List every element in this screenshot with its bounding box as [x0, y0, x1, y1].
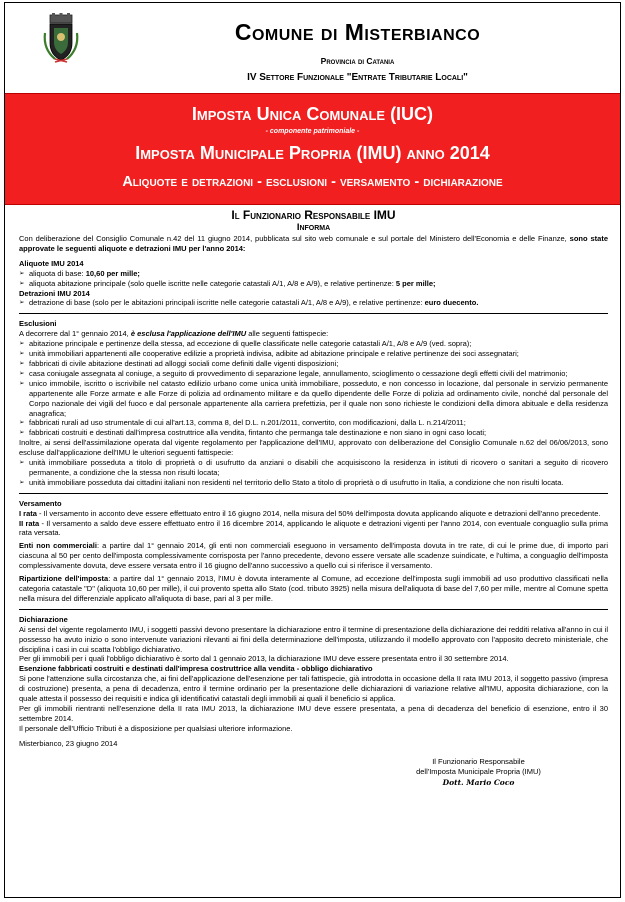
notice-page [4, 2, 621, 898]
banner-line-componente: - componente patrimoniale - [265, 128, 360, 135]
esenzione-title: Esenzione fabbricati costruiti e destinati dall'impresa costruttrice alla vendita - obbligo dichiarativo [19, 664, 373, 674]
page-title: Comune di Misterbianco [234, 19, 481, 45]
esclusioni-intro-rest: alle seguenti fattispecie: [246, 329, 329, 339]
banner-line-topics: Aliquote e detrazioni - esclusioni - versamento - dichiarazione [122, 174, 503, 190]
esclusioni-intro-text: A decorrere dal 1° gennaio 2014, [19, 329, 131, 339]
intro-bold-text: sono state approvate le seguenti aliquote e detrazioni IMU per l'anno 2014: [19, 234, 608, 253]
list-item-bold: euro duecento. [424, 298, 479, 308]
notice-heading: Il Funzionario Responsabile IMU [231, 208, 396, 222]
divider [19, 313, 608, 314]
list-item-text: aliquota di base: [29, 268, 86, 278]
ripartizione-label: Ripartizione dell'imposta [19, 574, 109, 584]
banner-line-iuc: Imposta Unica Comunale (IUC) [191, 104, 434, 124]
dichiarazione-p3: Si pone l'attenzione sulla circostanza che, ai fini dell'applicazione dell'esenzione per tali fattispecie, già introdotta in occasione della II rata IMU 2013, il soggetto passivo (impresa di costruzione) presenta, a pena di decadenza, entro il termine ordinario per la presentazione delle dichiarazioni di variazione relative all'IMU, apposita dichiarazione, con la quale attesta il possesso dei requisiti e indica gli identificativi catastali degli immobili ai quali il beneficio si applica. [19, 674, 608, 704]
detrazioni-list [19, 298, 608, 308]
list-item: ➢ unità immobiliare posseduta a titolo di proprietà o di usufrutto da anziani o disabili che acquisiscono la residenza in istituti di ricovero o sanitari a seguito di ricovero permanente, a condizione che la stessa non risulti locata; [19, 458, 608, 478]
assimilazione-list [19, 458, 608, 488]
detrazioni-title: Detrazioni IMU 2014 [19, 288, 90, 298]
esclusioni-intro-emphasis: è esclusa l'applicazione dell'IMU [130, 329, 247, 339]
list-item: ➢ abitazione principale e pertinenze della stessa, ad eccezione di quelle classificate nelle categorie catastali A/1, A/8 e A/9 (ved. sopra); [19, 339, 608, 349]
province-label: Provincia di Catania [320, 56, 395, 66]
signature-role-detail: dell'Imposta Municipale Propria (IMU) [416, 767, 541, 777]
list-item: ➢ unità immobiliari appartenenti alle cooperative edilizie a proprietà indivisa, adibite ad abitazione principale e relative pertinenze dei soci assegnatari; [19, 349, 608, 359]
dichiarazione-p2: Per gli immobili per i quali l'obbligo dichiarativo è sorto dal 1 gennaio 2013, la dichiarazione IMU deve essere presentata entro il 30 settembre 2014. [19, 654, 509, 664]
intro-text: Con deliberazione del Consiglio Comunale n.42 del 11 giugno 2014, pubblicata sul sito web comunale e sul portale del Ministero dell'Economia e delle Finanze, [19, 234, 570, 243]
list-item: ➢ fabbricati costruiti e destinati dall'impresa costruttrice alla vendita, fintanto che permanga tale destinazione e non siano in ogni caso locati; [19, 428, 608, 438]
ripartizione-text: : a partire dal 1° gennaio 2013, l'IMU è dovuta interamente al Comune, ad eccezione dell'imposta sugli immobili ad uso produttivo classificati nella categoria catastale "D" (aliquota 10,60 per mille), il cui provento spetta allo Stato (cod. tributo 3925) nella misura dell'aliquota di base del 7,60 per mille, mentre al Comune spetta nella misura del differenziale applicato all'aliquota di base, pari al 3 per mille. [19, 574, 608, 603]
signature-block [349, 757, 608, 789]
rata1-label: I rata [19, 508, 37, 518]
list-item: ➢ fabbricati di civile abitazione destinati ad alloggi sociali come definiti dalle vigenti disposizioni; [19, 359, 608, 369]
dichiarazione-p1: Ai sensi del vigente regolamento IMU, i soggetti passivi devono presentare la dichiarazione entro il termine di presentazione della dichiarazione dei redditi relativa all'anno in cui il possesso ha avuto inizio o sono intervenute variazioni rilevanti ai fini della determinazione dell'imposta, utilizzando il modello approvato con l'apposito decreto ministeriale, che disciplina i casi in cui scatta l'obbligo dichiarativo. [19, 624, 608, 654]
intro-paragraph [19, 234, 608, 254]
place-date: Misterbianco, 23 giugno 2014 [19, 738, 118, 748]
rata2-paragraph [19, 519, 608, 539]
signature-name: Dott. Mario Coco [442, 777, 515, 787]
list-item [19, 269, 608, 279]
rata1-paragraph [19, 509, 608, 519]
list-item-bold: 5 per mille; [395, 278, 436, 288]
list-item: ➢ unico immobile, iscritto o iscrivibile nel catasto edilizio urbano come unica unità immobiliare, posseduto, e non concesso in locazione, dal personale in servizio permanente appartenente alle Forze armate e alle Forze di polizia ad ordinamento militare e da quello dipendente delle Forze di polizia ad ordinamento civile, nonché dal personale del Corpo nazionale dei vigili del fuoco e dal personale appartenente alla carriera prefettizia, per il quale non sono richieste le condizioni della dimora abituale e della residenza anagrafica; [19, 379, 608, 419]
list-item-bold: 10,60 per mille; [85, 268, 140, 278]
rata2-label: II rata [19, 518, 40, 528]
ripartizione-paragraph [19, 574, 608, 604]
header [5, 3, 620, 93]
list-item: ➢ fabbricati rurali ad uso strumentale di cui all'art.13, comma 8, del D.L. n.201/2011, convertito, con modificazioni, dalla L. n.214/2011; [19, 418, 608, 428]
enti-label: Enti non commerciali [19, 541, 97, 551]
esclusioni-title: Esclusioni [19, 319, 57, 329]
title-banner [5, 93, 620, 205]
assimilazione-paragraph: Inoltre, ai sensi dell'assimilazione operata dal vigente regolamento per l'applicazione dell'IMU, approvato con deliberazione del Consiglio Comunale n.62 del 06/06/2013, sono escluse dall'applicazione dell'IMU le ulteriori seguenti fattispecie: [19, 438, 608, 458]
divider [19, 609, 608, 610]
settore-label: IV Settore Funzionale "Entrate Tributarie Locali" [247, 72, 468, 83]
enti-text: : a partire dal 1° gennaio 2014, gli enti non commerciali eseguono in versamento dell'imposta dovuta in tre rate, di cui le prime due, di importo pari ciascuna al 50 per cento dell'imposta complessivamente corrisposta per l'anno precedente, devono essere versate alle scadenze suindicate, e l'ultima, a conguaglio dell'imposta complessivamente dovuta, deve essere versata entro il 16 giugno dell'anno successivo a quello cui si riferisce il versamento. [19, 541, 608, 571]
dichiarazione-p4: Per gli immobili rientranti nell'esenzione della II rata IMU 2013, la dichiarazione IMU deve essere presentata, a pena di decadenza del beneficio di esenzione, entro il 30 settembre 2014. [19, 703, 608, 723]
signature-role: Il Funzionario Responsabile [432, 756, 525, 766]
banner-line-imu: Imposta Municipale Propria (IMU) anno 2014 [135, 143, 490, 163]
aliquote-title: Aliquote IMU 2014 [19, 258, 84, 268]
dichiarazione-title: Dichiarazione [19, 614, 68, 624]
list-item-text: detrazione di base (solo per le abitazioni principali iscritte nelle categorie catastali A/1, A/8 e A/9), e relative pertinenze: [29, 298, 425, 308]
rata1-text: - Il versamento in acconto deve essere effettuato entro il 16 giugno 2014, nella misura del 50% dell'imposta dovuta applicando aliquote e detrazioni dell'anno precedente. [36, 508, 601, 518]
list-item [19, 279, 608, 289]
notice-subheading: Informa [296, 222, 331, 233]
notice-body [5, 205, 620, 788]
municipal-crest-icon [41, 13, 81, 65]
enti-paragraph [19, 541, 608, 571]
rata2-text: - Il versamento a saldo deve essere effettuato entro il 16 dicembre 2014, applicando le aliquote e detrazioni vigenti per l'anno 2014, con eventuale conguaglio sulla prima rata versata. [19, 518, 608, 538]
list-item [19, 298, 608, 308]
list-item: ➢ unità immobiliare posseduta dai cittadini italiani non residenti nel territorio dello Stato a titolo di proprietà o di usufrutto in Italia, a condizione che non risulti locata. [19, 478, 608, 488]
dichiarazione-p5: Il personale dell'Ufficio Tributi è a disposizione per qualsiasi ulteriore informazione. [19, 723, 293, 733]
divider [19, 493, 608, 494]
esclusioni-intro [19, 329, 608, 339]
versamento-title: Versamento [19, 498, 62, 508]
aliquote-list [19, 269, 608, 289]
list-item-text: aliquota abitazione principale (solo quelle iscritte nelle categorie catastali A/1, A/8 e A/9), e relative pertinenze: [29, 278, 396, 288]
list-item: ➢ casa coniugale assegnata al coniuge, a seguito di provvedimento di separazione legale, annullamento, scioglimento o cessazione degli effetti civili del matrimonio; [19, 369, 608, 379]
esclusioni-list [19, 339, 608, 438]
